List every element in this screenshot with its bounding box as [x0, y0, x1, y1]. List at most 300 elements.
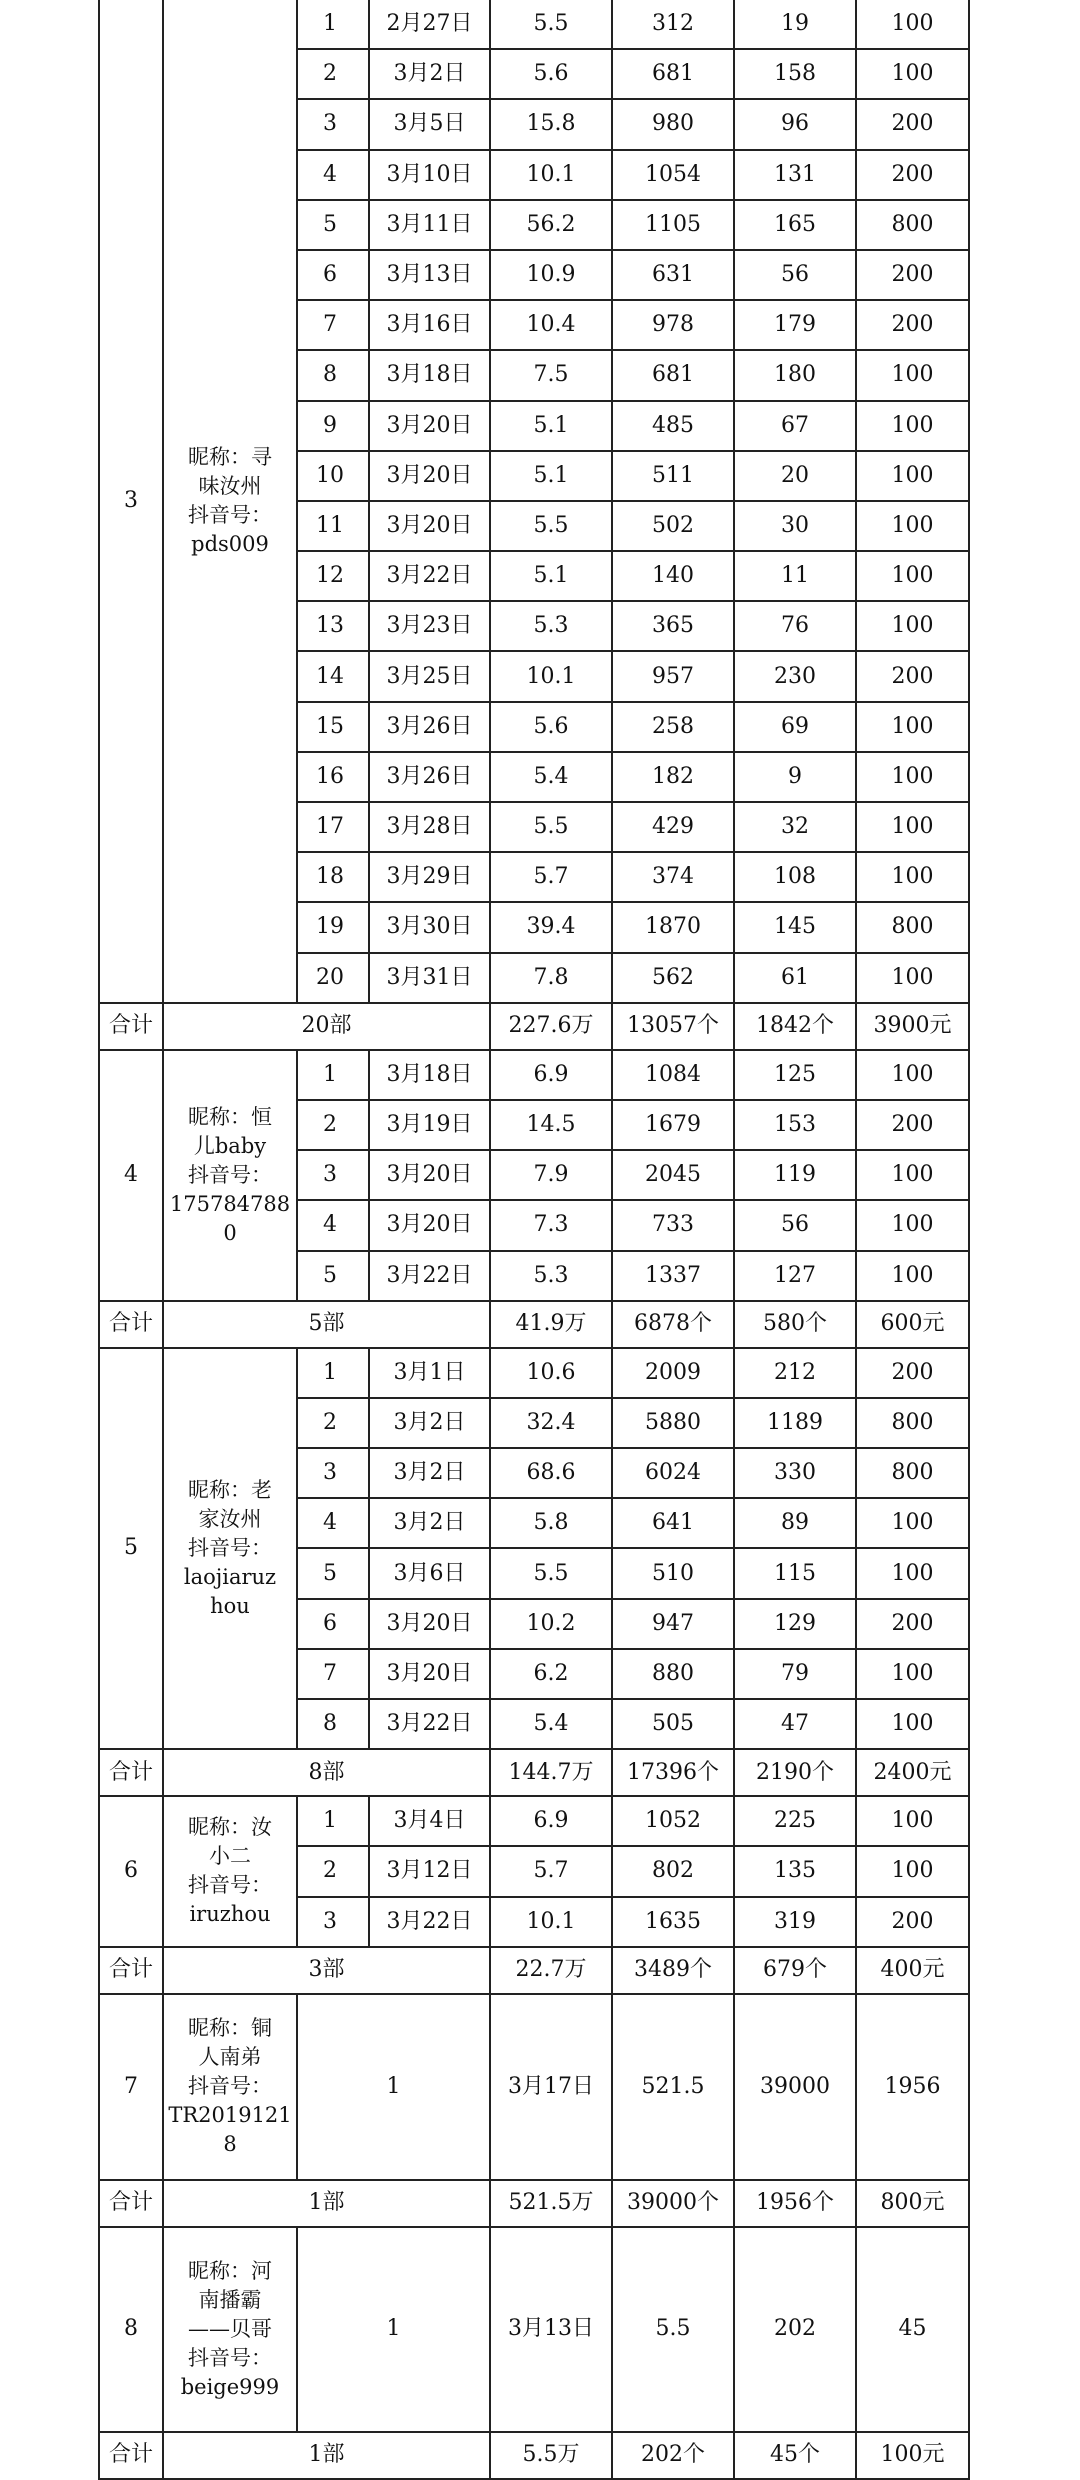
- date-cell: 3月20日: [369, 451, 490, 501]
- reward-cell: 100: [856, 1699, 969, 1749]
- likes-cell: 365: [612, 601, 734, 651]
- views-cell: 6.2: [490, 1649, 612, 1699]
- reward-cell: 100: [856, 802, 969, 852]
- views-cell: 5.3: [490, 601, 612, 651]
- account-line: iruzhou: [189, 1902, 271, 1927]
- reward-cell: 200: [856, 651, 969, 701]
- comments-cell: 125: [734, 1050, 856, 1100]
- comments-cell: 180: [734, 350, 856, 400]
- likes-cell: 980: [612, 99, 734, 149]
- likes-cell: 802: [612, 1846, 734, 1896]
- date-cell: 3月17日: [490, 1994, 612, 2180]
- seq-cell: 9: [297, 401, 369, 451]
- total-count-cell: 3部: [163, 1947, 490, 1994]
- seq-cell: 5: [297, 1548, 369, 1598]
- date-cell: 3月26日: [369, 702, 490, 752]
- seq-cell: 1: [297, 1994, 490, 2180]
- total-row: [99, 1749, 969, 1796]
- table-row: [99, 1050, 969, 1100]
- date-cell: 3月20日: [369, 1150, 490, 1200]
- date-cell: 3月4日: [369, 1796, 490, 1846]
- group-number-cell: 8: [99, 2227, 163, 2432]
- views-cell: 5.7: [490, 852, 612, 902]
- comments-cell: 135: [734, 1846, 856, 1896]
- date-cell: 3月20日: [369, 1649, 490, 1699]
- seq-cell: 5: [297, 200, 369, 250]
- total-label-cell: 合计: [99, 2432, 163, 2479]
- likes-cell: 312: [612, 0, 734, 49]
- likes-cell: 374: [612, 852, 734, 902]
- views-cell: 39.4: [490, 902, 612, 952]
- likes-cell: 1870: [612, 902, 734, 952]
- comments-cell: 79: [734, 1649, 856, 1699]
- seq-cell: 15: [297, 702, 369, 752]
- date-cell: 3月2日: [369, 1448, 490, 1498]
- account-line: 抖音号：: [188, 1873, 272, 1898]
- reward-cell: 200: [856, 99, 969, 149]
- video-stats-table: [98, 0, 970, 2480]
- views-cell: 6.9: [490, 1050, 612, 1100]
- likes-cell: 681: [612, 350, 734, 400]
- views-cell: 15.8: [490, 99, 612, 149]
- table-row: [99, 2227, 969, 2432]
- total-views-cell: 22.7万: [490, 1947, 612, 1994]
- seq-cell: 16: [297, 752, 369, 802]
- total-comments-cell: 1842个: [734, 1003, 856, 1050]
- date-cell: 3月13日: [369, 250, 490, 300]
- total-comments-cell: 679个: [734, 1947, 856, 1994]
- account-cell: [163, 1050, 297, 1301]
- total-row: [99, 1301, 969, 1348]
- account-line: 抖音号：: [188, 1535, 272, 1560]
- group-number-cell: 4: [99, 1050, 163, 1301]
- reward-cell: 100: [856, 350, 969, 400]
- comments-cell: 129: [734, 1599, 856, 1649]
- total-row: [99, 2432, 969, 2479]
- views-cell: 5.5: [490, 802, 612, 852]
- likes-cell: 880: [612, 1649, 734, 1699]
- account-line: 抖音号：: [188, 1162, 272, 1187]
- reward-cell: 200: [856, 250, 969, 300]
- comments-cell: 108: [734, 852, 856, 902]
- date-cell: 3月18日: [369, 350, 490, 400]
- comments-cell: 76: [734, 601, 856, 651]
- reward-cell: 100: [856, 702, 969, 752]
- views-cell: 5.7: [490, 1846, 612, 1896]
- account-line: laojiaruz: [183, 1564, 277, 1589]
- views-cell: 7.3: [490, 1200, 612, 1250]
- seq-cell: 1: [297, 0, 369, 49]
- total-comments-cell: 2190个: [734, 1749, 856, 1796]
- date-cell: 3月5日: [369, 99, 490, 149]
- comments-cell: 230: [734, 651, 856, 701]
- group-number-cell: 5: [99, 1348, 163, 1750]
- account-cell: [163, 1796, 297, 1947]
- date-cell: 3月2日: [369, 1498, 490, 1548]
- total-label-cell: 合计: [99, 1749, 163, 1796]
- date-cell: 3月16日: [369, 300, 490, 350]
- likes-cell: 39000: [734, 1994, 856, 2180]
- likes-cell: 1105: [612, 200, 734, 250]
- reward-cell: 100: [856, 953, 969, 1003]
- comments-cell: 131: [734, 150, 856, 200]
- comments-cell: 11: [734, 551, 856, 601]
- comments-cell: 69: [734, 702, 856, 752]
- total-reward-cell: 600元: [856, 1301, 969, 1348]
- date-cell: 3月22日: [369, 551, 490, 601]
- views-cell: 5.4: [490, 752, 612, 802]
- total-views-cell: 144.7万: [490, 1749, 612, 1796]
- seq-cell: 1: [297, 1796, 369, 1846]
- reward-cell: 200: [856, 1897, 969, 1947]
- likes-cell: 681: [612, 49, 734, 99]
- table-row: [99, 1348, 969, 1398]
- views-cell: 5.8: [490, 1498, 612, 1548]
- likes-cell: 6024: [612, 1448, 734, 1498]
- account-line: 昵称：河: [188, 2258, 272, 2283]
- likes-cell: 1052: [612, 1796, 734, 1846]
- comments-cell: 56: [734, 1200, 856, 1250]
- seq-cell: 1: [297, 1348, 369, 1398]
- date-cell: 3月20日: [369, 501, 490, 551]
- reward-cell: 100: [856, 0, 969, 49]
- likes-cell: 641: [612, 1498, 734, 1548]
- comments-cell: 158: [734, 49, 856, 99]
- reward-cell: 100: [856, 1200, 969, 1250]
- date-cell: 3月1日: [369, 1348, 490, 1398]
- total-label-cell: 合计: [99, 1947, 163, 1994]
- views-cell: 32.4: [490, 1398, 612, 1448]
- account-line: 昵称：汝: [188, 1815, 272, 1840]
- seq-cell: 5: [297, 1251, 369, 1301]
- date-cell: 3月30日: [369, 902, 490, 952]
- likes-cell: 631: [612, 250, 734, 300]
- reward-cell: 100: [856, 1796, 969, 1846]
- account-cell: [163, 1994, 297, 2180]
- comments-cell: 179: [734, 300, 856, 350]
- views-cell: 5.6: [490, 49, 612, 99]
- likes-cell: 978: [612, 300, 734, 350]
- reward-cell: 200: [856, 1348, 969, 1398]
- total-comments-cell: 1956个: [734, 2180, 856, 2227]
- seq-cell: 6: [297, 250, 369, 300]
- comments-cell: 61: [734, 953, 856, 1003]
- reward-cell: 100: [856, 1150, 969, 1200]
- reward-cell: 100: [856, 1498, 969, 1548]
- reward-cell: 200: [856, 300, 969, 350]
- total-comments-cell: 580个: [734, 1301, 856, 1348]
- views-cell: 10.9: [490, 250, 612, 300]
- seq-cell: 4: [297, 1200, 369, 1250]
- views-cell: 5.5: [490, 1548, 612, 1598]
- date-cell: 3月10日: [369, 150, 490, 200]
- likes-cell: 140: [612, 551, 734, 601]
- comments-cell: 20: [734, 451, 856, 501]
- account-line: 175784788: [169, 1191, 291, 1216]
- comments-cell: 47: [734, 1699, 856, 1749]
- total-likes-cell: 3489个: [612, 1947, 734, 1994]
- date-cell: 3月20日: [369, 401, 490, 451]
- seq-cell: 7: [297, 1649, 369, 1699]
- views-cell: 10.6: [490, 1348, 612, 1398]
- total-likes-cell: 202个: [612, 2432, 734, 2479]
- total-row: [99, 1003, 969, 1050]
- views-cell: 7.8: [490, 953, 612, 1003]
- total-reward-cell: 2400元: [856, 1749, 969, 1796]
- likes-cell: 485: [612, 401, 734, 451]
- account-line: beige999: [180, 2374, 280, 2399]
- likes-cell: 2045: [612, 1150, 734, 1200]
- comments-cell: 119: [734, 1150, 856, 1200]
- group-number-cell: 3: [99, 0, 163, 1003]
- comments-cell: 19: [734, 0, 856, 49]
- reward-cell: 100: [856, 551, 969, 601]
- seq-cell: 2: [297, 1100, 369, 1150]
- total-reward-cell: 400元: [856, 1947, 969, 1994]
- comments-cell: 1956: [856, 1994, 969, 2180]
- table-row: [99, 0, 969, 49]
- views-cell: 5.5: [612, 2227, 734, 2432]
- views-cell: 5.1: [490, 451, 612, 501]
- comments-cell: 9: [734, 752, 856, 802]
- account-line: 小二: [209, 1844, 251, 1869]
- total-reward-cell: 800元: [856, 2180, 969, 2227]
- account-line: 抖音号：: [188, 502, 272, 527]
- total-reward-cell: 3900元: [856, 1003, 969, 1050]
- comments-cell: 32: [734, 802, 856, 852]
- comments-cell: 45: [856, 2227, 969, 2432]
- total-reward-cell: 100元: [856, 2432, 969, 2479]
- group-number-cell: 6: [99, 1796, 163, 1947]
- reward-cell: 100: [856, 1050, 969, 1100]
- seq-cell: 3: [297, 99, 369, 149]
- seq-cell: 8: [297, 350, 369, 400]
- likes-cell: 502: [612, 501, 734, 551]
- date-cell: 3月18日: [369, 1050, 490, 1100]
- views-cell: 5.6: [490, 702, 612, 752]
- seq-cell: 2: [297, 1398, 369, 1448]
- comments-cell: 89: [734, 1498, 856, 1548]
- total-views-cell: 227.6万: [490, 1003, 612, 1050]
- group-number-cell: 7: [99, 1994, 163, 2180]
- total-row: [99, 1947, 969, 1994]
- table-body: [99, 0, 969, 2479]
- seq-cell: 4: [297, 150, 369, 200]
- table-row: [99, 1994, 969, 2180]
- total-count-cell: 20部: [163, 1003, 490, 1050]
- likes-cell: 505: [612, 1699, 734, 1749]
- comments-cell: 96: [734, 99, 856, 149]
- total-views-cell: 521.5万: [490, 2180, 612, 2227]
- seq-cell: 3: [297, 1897, 369, 1947]
- total-row: [99, 2180, 969, 2227]
- reward-cell: 800: [856, 1448, 969, 1498]
- seq-cell: 12: [297, 551, 369, 601]
- likes-cell: 511: [612, 451, 734, 501]
- seq-cell: 20: [297, 953, 369, 1003]
- reward-cell: 800: [856, 200, 969, 250]
- comments-cell: 319: [734, 1897, 856, 1947]
- reward-cell: 100: [856, 49, 969, 99]
- reward-cell: 100: [856, 752, 969, 802]
- account-line: 昵称：恒: [188, 1104, 272, 1129]
- date-cell: 3月29日: [369, 852, 490, 902]
- seq-cell: 10: [297, 451, 369, 501]
- date-cell: 3月31日: [369, 953, 490, 1003]
- seq-cell: 19: [297, 902, 369, 952]
- reward-cell: 200: [856, 1100, 969, 1150]
- account-line: 8: [223, 2132, 237, 2157]
- total-views-cell: 5.5万: [490, 2432, 612, 2479]
- likes-cell: 1679: [612, 1100, 734, 1150]
- total-views-cell: 41.9万: [490, 1301, 612, 1348]
- likes-cell: 1337: [612, 1251, 734, 1301]
- account-line: 人南弟: [198, 2045, 262, 2070]
- views-cell: 14.5: [490, 1100, 612, 1150]
- date-cell: 3月2日: [369, 49, 490, 99]
- reward-cell: 100: [856, 852, 969, 902]
- views-cell: 10.1: [490, 150, 612, 200]
- seq-cell: 18: [297, 852, 369, 902]
- views-cell: 6.9: [490, 1796, 612, 1846]
- account-line: 抖音号：: [188, 2345, 272, 2370]
- account-line: 0: [223, 1220, 237, 1245]
- views-cell: 521.5: [612, 1994, 734, 2180]
- likes-cell: 1084: [612, 1050, 734, 1100]
- account-line: 昵称：寻: [188, 444, 272, 469]
- date-cell: 3月25日: [369, 651, 490, 701]
- reward-cell: 100: [856, 401, 969, 451]
- date-cell: 3月22日: [369, 1699, 490, 1749]
- total-count-cell: 1部: [163, 2432, 490, 2479]
- account-line: hou: [210, 1593, 250, 1618]
- date-cell: 3月22日: [369, 1897, 490, 1947]
- date-cell: 3月6日: [369, 1548, 490, 1598]
- likes-cell: 258: [612, 702, 734, 752]
- date-cell: 3月19日: [369, 1100, 490, 1150]
- date-cell: 3月28日: [369, 802, 490, 852]
- comments-cell: 153: [734, 1100, 856, 1150]
- reward-cell: 100: [856, 1846, 969, 1896]
- reward-cell: 100: [856, 1548, 969, 1598]
- account-line: 儿baby: [193, 1133, 267, 1158]
- date-cell: 3月22日: [369, 1251, 490, 1301]
- seq-cell: 2: [297, 1846, 369, 1896]
- account-line: 昵称：老: [188, 1477, 272, 1502]
- total-likes-cell: 17396个: [612, 1749, 734, 1796]
- date-cell: 3月13日: [490, 2227, 612, 2432]
- reward-cell: 200: [856, 150, 969, 200]
- account-cell: [163, 2227, 297, 2432]
- date-cell: 2月27日: [369, 0, 490, 49]
- views-cell: 56.2: [490, 200, 612, 250]
- views-cell: 68.6: [490, 1448, 612, 1498]
- views-cell: 10.1: [490, 651, 612, 701]
- total-comments-cell: 45个: [734, 2432, 856, 2479]
- account-line: 家汝州: [198, 1506, 262, 1531]
- seq-cell: 1: [297, 2227, 490, 2432]
- total-count-cell: 8部: [163, 1749, 490, 1796]
- date-cell: 3月11日: [369, 200, 490, 250]
- account-cell: [163, 0, 297, 1003]
- comments-cell: 127: [734, 1251, 856, 1301]
- views-cell: 7.9: [490, 1150, 612, 1200]
- views-cell: 10.1: [490, 1897, 612, 1947]
- comments-cell: 212: [734, 1348, 856, 1398]
- seq-cell: 7: [297, 300, 369, 350]
- table-row: [99, 1796, 969, 1846]
- likes-cell: 1054: [612, 150, 734, 200]
- date-cell: 3月2日: [369, 1398, 490, 1448]
- account-line: pds009: [191, 531, 269, 556]
- account-cell: [163, 1348, 297, 1750]
- total-count-cell: 1部: [163, 2180, 490, 2227]
- comments-cell: 115: [734, 1548, 856, 1598]
- views-cell: 5.5: [490, 501, 612, 551]
- seq-cell: 3: [297, 1150, 369, 1200]
- date-cell: 3月23日: [369, 601, 490, 651]
- date-cell: 3月12日: [369, 1846, 490, 1896]
- reward-cell: 100: [856, 451, 969, 501]
- likes-cell: 957: [612, 651, 734, 701]
- reward-cell: 200: [856, 1599, 969, 1649]
- account-line: 味汝州: [198, 473, 262, 498]
- comments-cell: 56: [734, 250, 856, 300]
- likes-cell: 5880: [612, 1398, 734, 1448]
- likes-cell: 733: [612, 1200, 734, 1250]
- seq-cell: 6: [297, 1599, 369, 1649]
- date-cell: 3月26日: [369, 752, 490, 802]
- likes-cell: 182: [612, 752, 734, 802]
- date-cell: 3月20日: [369, 1599, 490, 1649]
- views-cell: 5.3: [490, 1251, 612, 1301]
- views-cell: 5.1: [490, 401, 612, 451]
- comments-cell: 165: [734, 200, 856, 250]
- likes-cell: 1635: [612, 1897, 734, 1947]
- total-label-cell: 合计: [99, 1301, 163, 1348]
- account-line: TR2019121: [168, 2103, 292, 2128]
- account-line: 抖音号：: [188, 2074, 272, 2099]
- likes-cell: 562: [612, 953, 734, 1003]
- account-line: 南播霸: [198, 2287, 262, 2312]
- comments-cell: 1189: [734, 1398, 856, 1448]
- likes-cell: 947: [612, 1599, 734, 1649]
- comments-cell: 145: [734, 902, 856, 952]
- comments-cell: 330: [734, 1448, 856, 1498]
- seq-cell: 2: [297, 49, 369, 99]
- seq-cell: 13: [297, 601, 369, 651]
- total-likes-cell: 39000个: [612, 2180, 734, 2227]
- reward-cell: 100: [856, 1251, 969, 1301]
- views-cell: 7.5: [490, 350, 612, 400]
- views-cell: 5.5: [490, 0, 612, 49]
- seq-cell: 11: [297, 501, 369, 551]
- reward-cell: 800: [856, 1398, 969, 1448]
- comments-cell: 225: [734, 1796, 856, 1846]
- seq-cell: 1: [297, 1050, 369, 1100]
- likes-cell: 429: [612, 802, 734, 852]
- views-cell: 5.1: [490, 551, 612, 601]
- seq-cell: 8: [297, 1699, 369, 1749]
- total-label-cell: 合计: [99, 2180, 163, 2227]
- reward-cell: 100: [856, 1649, 969, 1699]
- account-line: 昵称：铜: [188, 2016, 272, 2041]
- seq-cell: 4: [297, 1498, 369, 1548]
- total-label-cell: 合计: [99, 1003, 163, 1050]
- comments-cell: 67: [734, 401, 856, 451]
- views-cell: 10.2: [490, 1599, 612, 1649]
- date-cell: 3月20日: [369, 1200, 490, 1250]
